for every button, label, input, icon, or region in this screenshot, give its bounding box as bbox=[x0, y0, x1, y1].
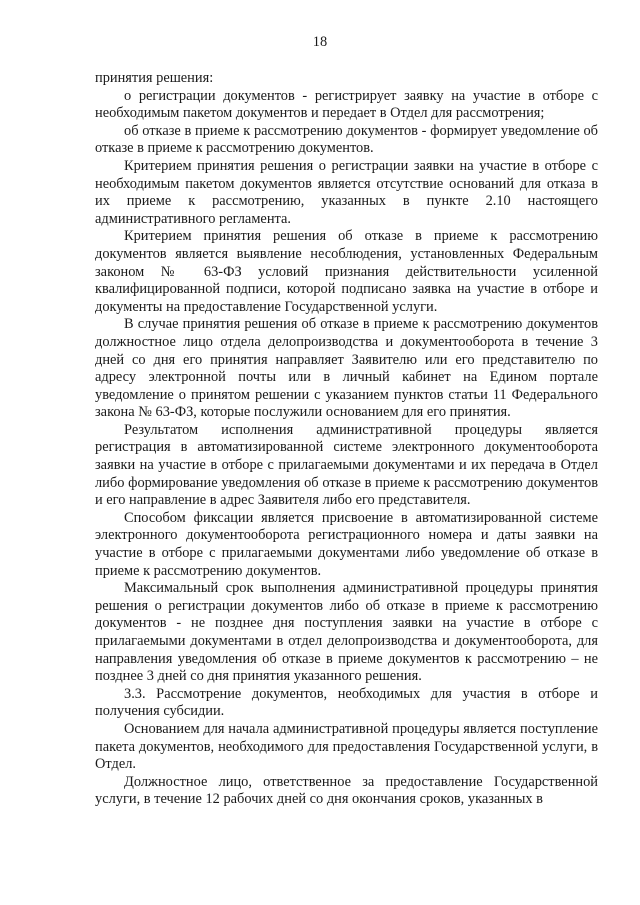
paragraph-7: Результатом исполнения административной процедуры является регистрация в автоматизированной системе электронного документооборота заявки на участие в отборе с прилагаемыми документами и их передача в Отдел либо формирование уведомления об отказе в приеме к рассмотрению документов и его направление в адрес Заявителя либо его представителя. bbox=[95, 421, 598, 509]
paragraph-8: Способом фиксации является присвоение в автоматизированной системе электронного документооборота регистрационного номера и даты заявки на участие в отборе с прилагаемыми документами либо уведомление об отказе в приеме к рассмотрению документов. bbox=[95, 509, 598, 579]
section-heading-3-3: 3.3. Рассмотрение документов, необходимых для участия в отборе и получения субсидии. bbox=[95, 685, 598, 720]
document-body bbox=[95, 70, 598, 809]
paragraph-5: Критерием принятия решения об отказе в приеме к рассмотрению документов является выявление несоблюдения, установленных Федеральным законом № 63-ФЗ условий признания действительности усиленной квалифицированной подписи, которой подписано заявка на участие в отборе и документы на предоставление Государственной услуги. bbox=[95, 228, 598, 315]
paragraph-3: об отказе в приеме к рассмотрению документов - формирует уведомление об отказе в приеме к рассмотрению документов. bbox=[95, 122, 598, 157]
paragraph-1: принятия решения: bbox=[95, 70, 214, 86]
paragraph-9: Максимальный срок выполнения административной процедуры принятия решения о регистрации документов либо об отказе в приеме к рассмотрению документов - не позднее дня поступления заявки на участие в отборе с прилагаемыми документами в отдел делопроизводства и документооборота, для направления уведомления об отказе в приеме документов к рассмотрению – не позднее 3 дней со дня принятия указанного решения. bbox=[95, 580, 598, 685]
page-number: 18 bbox=[312, 34, 328, 50]
paragraph-11: Должностное лицо, ответственное за предоставление Государственной услуги, в течение 12 рабочих дней со дня окончания сроков, указанных в bbox=[95, 773, 598, 808]
paragraph-2: о регистрации документов - регистрирует заявку на участие в отборе с необходимым пакетом документов и передает в Отдел для рассмотрения; bbox=[95, 87, 598, 122]
paragraph-10: Основанием для начала административной процедуры является поступление пакета документов, необходимого для предоставления Государственной услуги, в Отдел. bbox=[95, 720, 598, 773]
paragraph-4: Критерием принятия решения о регистрации заявки на участие в отборе с необходимым пакетом документов является отсутствие оснований для отказа в их приеме к рассмотрению, указанных в пункте 2.10 настоящего административного регламента. bbox=[95, 157, 598, 227]
paragraph-6: В случае принятия решения об отказе в приеме к рассмотрению документов должностное лицо отдела делопроизводства и документооборота в течение 3 дней со дня его принятия направляет Заявителю или его представителю по адресу электронной почты или в личный кабинет на Едином портале уведомление о принятом решении с указанием пунктов статьи 11 Федерального закона № 63-ФЗ, которые послужили основанием для его принятия. bbox=[95, 316, 598, 421]
